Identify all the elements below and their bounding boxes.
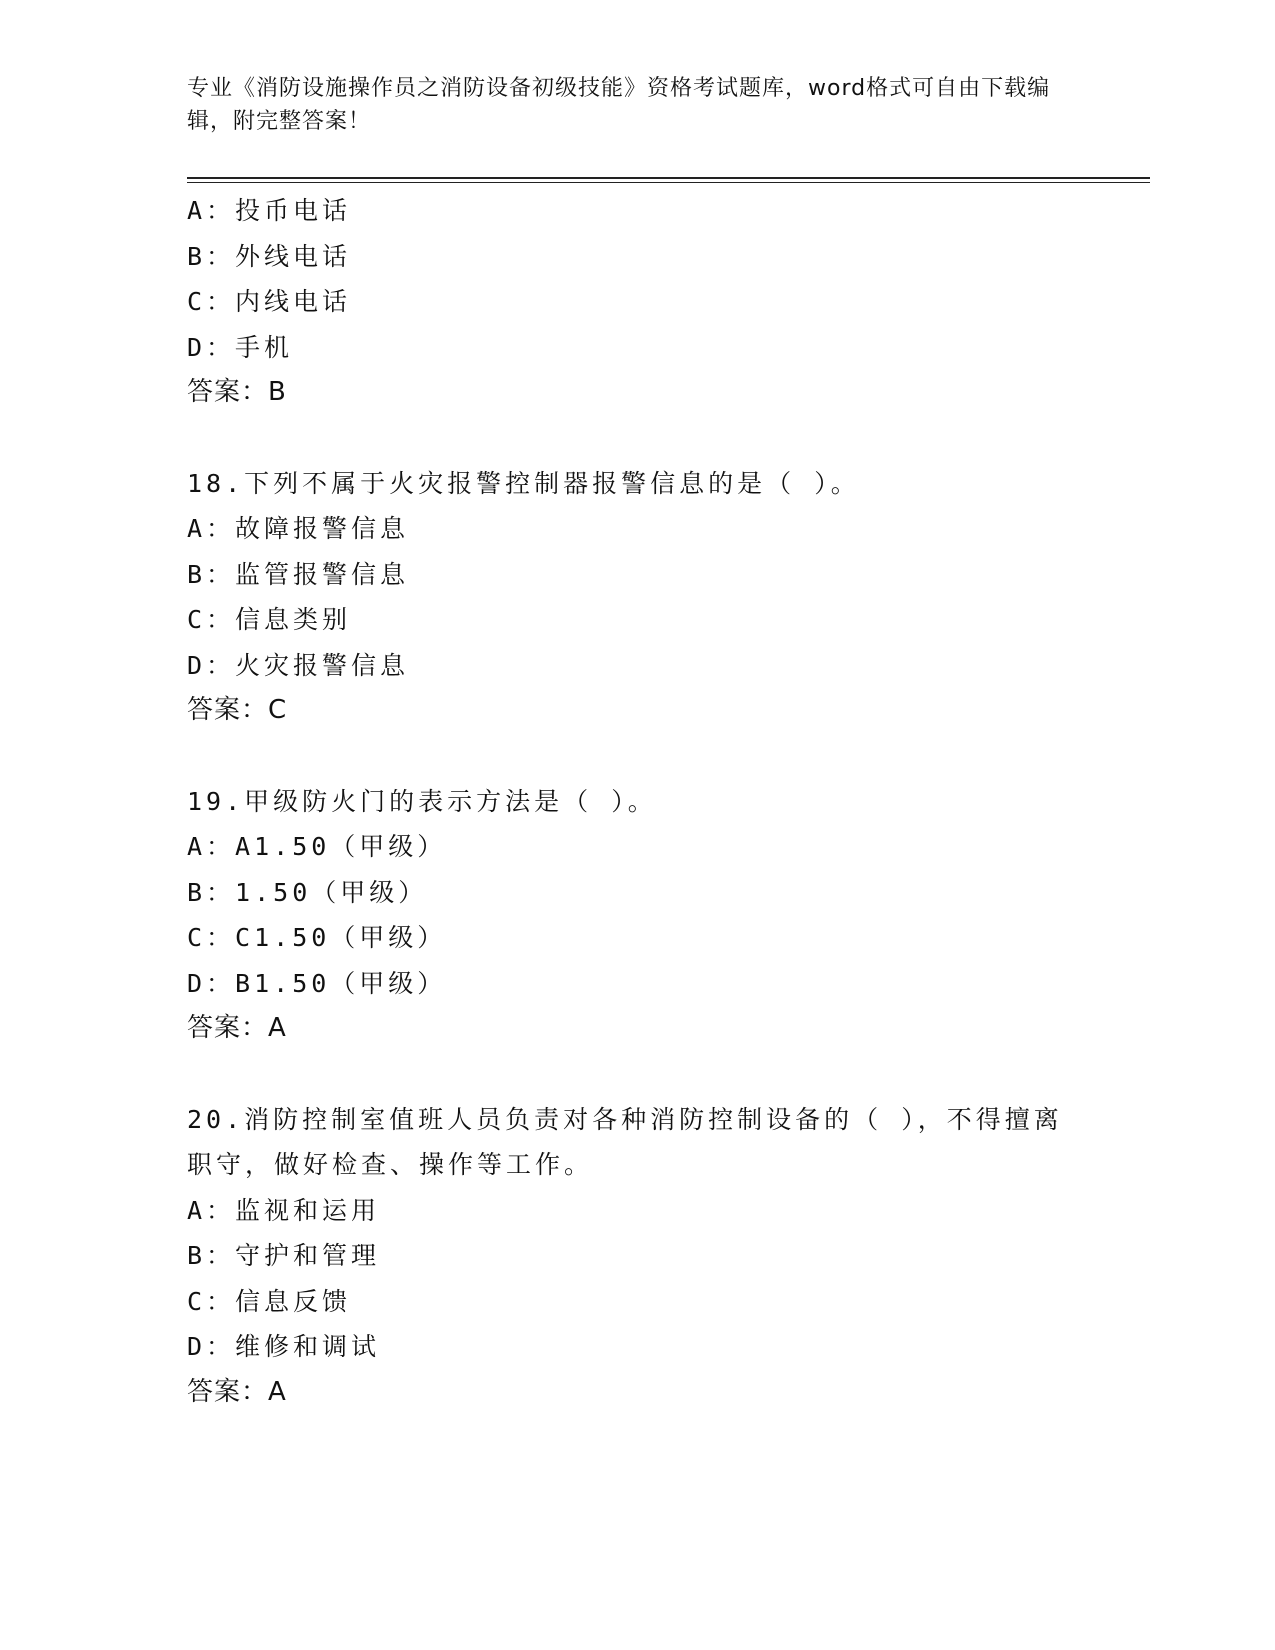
- option-c: C：信息类别: [187, 605, 352, 634]
- option-c: C：内线电话: [187, 287, 352, 316]
- option-b: B：1.50（甲级）: [187, 877, 428, 907]
- option-d: D：B1.50（甲级）: [187, 968, 447, 998]
- answer: 答案：A: [187, 1013, 287, 1043]
- answer: 答案：C: [187, 695, 288, 725]
- question-text-line-2: 职守，做好检查、操作等工作。: [187, 1150, 594, 1179]
- question-17: [187, 188, 1087, 416]
- question-text-line-1: 20.消防控制室值班人员负责对各种消防控制设备的（ ），不得擅离: [187, 1104, 1063, 1134]
- option-b: B：守护和管理: [187, 1241, 381, 1270]
- option-a: A：故障报警信息: [187, 514, 410, 543]
- question-19: [187, 779, 1087, 1052]
- answer: 答案：B: [187, 377, 287, 407]
- document-header: 专业《消防设施操作员之消防设备初级技能》资格考试题库，word格式可自由下载编辑，附完整答案！: [187, 76, 1051, 134]
- option-b: B：外线电话: [187, 241, 352, 271]
- option-a: A：A1.50（甲级）: [187, 832, 447, 861]
- option-d: D：火灾报警信息: [187, 650, 410, 680]
- header-rule-thick: [187, 177, 1150, 179]
- question-18: [187, 461, 1087, 734]
- option-a: A：投币电话: [187, 196, 352, 225]
- header-rule-thin: [187, 182, 1150, 183]
- option-c: C：信息反馈: [187, 1286, 352, 1316]
- question-text: 18.下列不属于火灾报警控制器报警信息的是（ ）。: [187, 468, 860, 498]
- option-d: D：维修和调试: [187, 1332, 381, 1361]
- option-a: A：监视和运用: [187, 1195, 381, 1225]
- question-text: 19.甲级防火门的表示方法是（ ）。: [187, 786, 657, 816]
- question-20: [187, 1097, 1087, 1416]
- option-d: D：手机: [187, 332, 294, 362]
- question-list: [187, 188, 1087, 1415]
- option-c: C：C1.50（甲级）: [187, 923, 447, 952]
- answer: 答案：A: [187, 1376, 287, 1407]
- option-b: B：监管报警信息: [187, 559, 410, 589]
